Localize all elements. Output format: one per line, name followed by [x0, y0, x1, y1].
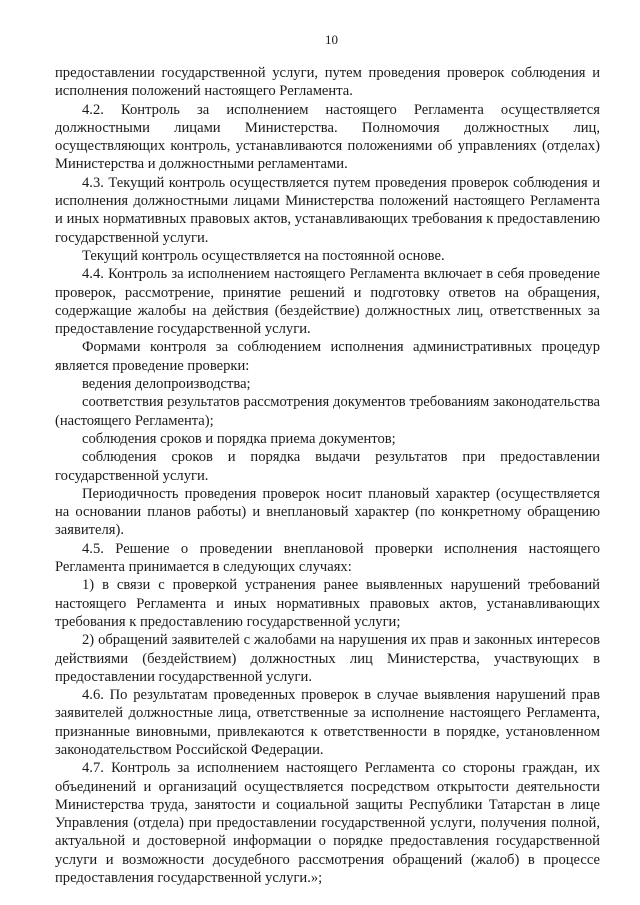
- paragraph-4-3: 4.3. Текущий контроль осуществляется путем проведения проверок соблюдения и исполнения должностными лицами Министерства положений настоящего Регламента и иных нормативных правовых актов, устанавливающих требования к предоставлению государственной услуги.: [55, 174, 600, 246]
- paragraph-periodicity: Периодичность проведения проверок носит плановый характер (осуществляется на основании планов работы) и внеплановый характер (по конкретному обращению заявителя).: [55, 485, 600, 539]
- paragraph-control-forms: Формами контроля за соблюдением исполнения административных процедур является проведение проверки:: [55, 339, 600, 374]
- page-number: 10: [325, 32, 338, 47]
- paragraph-current-control: Текущий контроль осуществляется на постоянной основе.: [82, 247, 445, 264]
- paragraph-4-5: 4.5. Решение о проведении внеплановой проверки исполнения настоящего Регламента принимается в следующих случаях:: [55, 540, 600, 576]
- list-item: 2) обращений заявителей с жалобами на нарушения их прав и законных интересов действиями (бездействием) должностных лиц Министерства, участвующих в предоставлении государственной услуги.: [55, 632, 600, 685]
- document-body: [55, 64, 600, 887]
- list-item: соответствия результатов рассмотрения документов требованиям законодательства (настоящего Регламента);: [55, 394, 600, 429]
- paragraph-4-4: 4.4. Контроль за исполнением настоящего Регламента включает в себя проведение проверок, рассмотрение, принятие решений и подготовку ответов на обращения, содержащие жалобы на действия (бездействие) должностных лиц, ответственных за предоставление государственной услуги.: [55, 266, 600, 338]
- paragraph-4-2: 4.2. Контроль за исполнением настоящего Регламента осуществляется должностными лицами Министерства. Полномочия должностных лиц, осуществляющих контроль, устанавливаются положениями об управлениях (отделах) Министерства и должностными регламентами.: [55, 101, 600, 173]
- paragraph-4-6: 4.6. По результатам проведенных проверок в случае выявления нарушений прав заявителей должностные лица, ответственные за исполнение настоящего Регламента, признанные виновными, привлекаются к ответственности в порядке, установленном законодательством Российской Федерации.: [55, 687, 600, 758]
- list-item: ведения делопроизводства;: [82, 376, 251, 393]
- list-item: соблюдения сроков и порядка выдачи результатов при предоставлении государственной услуги.: [55, 449, 600, 484]
- list-item: соблюдения сроков и порядка приема документов;: [82, 430, 396, 447]
- paragraph-4-7: 4.7. Контроль за исполнением настоящего Регламента со стороны граждан, их объединений и организаций осуществляется посредством открытости деятельности Министерства труда, занятости и социальной защиты Республики Татарстан в лице Управления (отдела) при предоставлении государственной услуги, получения полной, актуальной и достоверной информации о порядке предоставления государственной услуги и возможности досудебного рассмотрения обращений (жалоб) в процессе предоставления государственной услуги.»;: [55, 760, 600, 887]
- list-item: 1) в связи с проверкой устранения ранее выявленных нарушений требований настоящего Регламента и иных нормативных правовых актов, устанавливающих требования к предоставлению государственной услуги;: [55, 577, 600, 630]
- paragraph-continuation: предоставлении государственной услуги, путем проведения проверок соблюдения и исполнения положений настоящего Регламента.: [55, 65, 600, 100]
